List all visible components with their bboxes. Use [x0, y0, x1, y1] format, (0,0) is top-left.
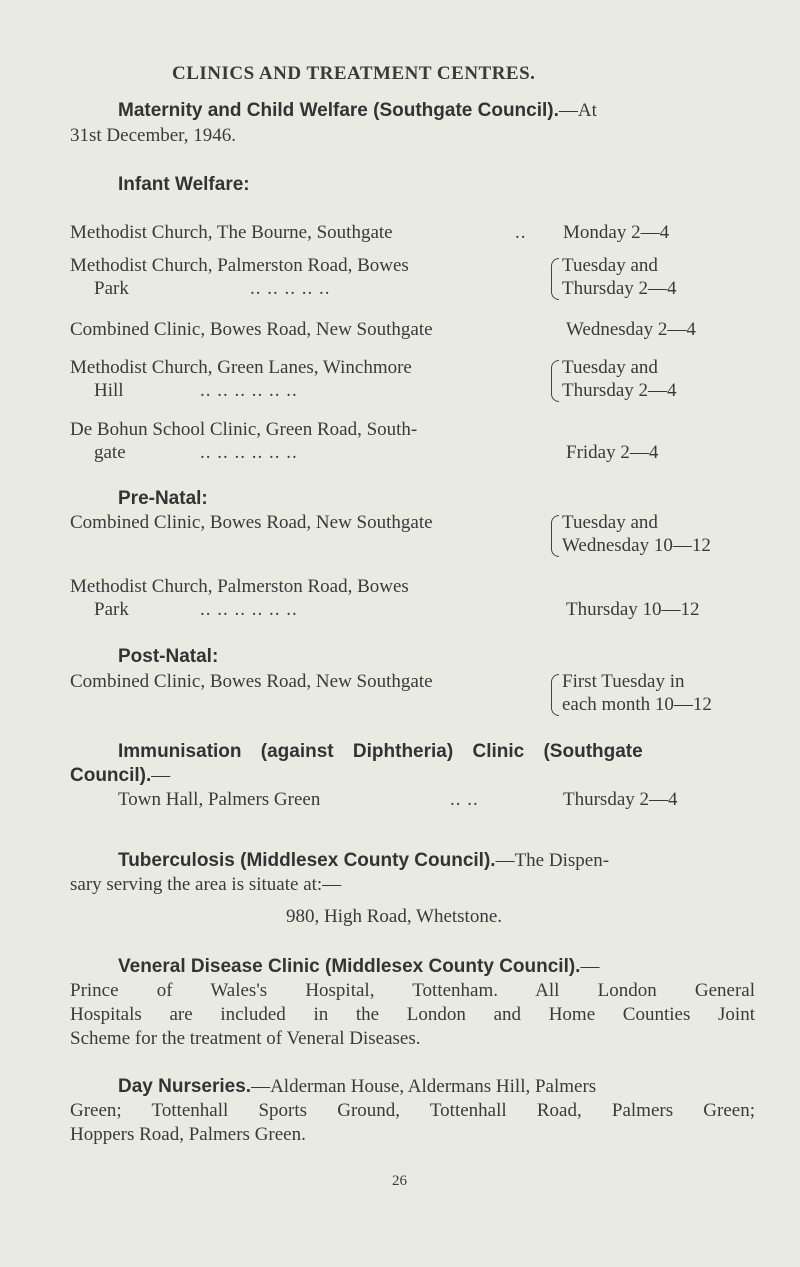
- infant-entry-2-place-cont: Park: [94, 278, 129, 299]
- pre-natal-entry-2-dots: .. .. .. .. .. ..: [200, 599, 298, 620]
- tuberculosis-address: 980, High Road, Whetstone.: [286, 906, 503, 927]
- infant-entry-5-dots: .. .. .. .. .. ..: [200, 442, 298, 463]
- infant-entry-4-place-cont: Hill: [94, 380, 124, 401]
- day-nurseries-text: —Alderman House, Aldermans Hill, Palmers: [251, 1076, 597, 1097]
- infant-entry-5-place: De Bohun School Clinic, Green Road, South-: [70, 419, 418, 440]
- maternity-date: 31st December, 1946.: [70, 125, 236, 146]
- tuberculosis-text: —The Dispen-: [495, 850, 610, 871]
- maternity-heading: Maternity and Child Welfare (Southgate Council).: [118, 100, 559, 121]
- immunisation-heading: Immunisation (against Diphtheria) Clinic (Southgate: [118, 741, 643, 762]
- infant-entry-3-place: Combined Clinic, Bowes Road, New Southgate: [70, 319, 433, 340]
- immunisation-dots: .. ..: [450, 789, 479, 810]
- infant-entry-2-time: Tuesday and: [562, 255, 658, 276]
- pre-natal-entry-2-place: Methodist Church, Palmerston Road, Bowes: [70, 576, 409, 597]
- venereal-heading: Veneral Disease Clinic (Middlesex County Council).: [118, 956, 581, 977]
- immunisation-heading-tail: —: [151, 765, 171, 786]
- day-nurseries-line1: [118, 1076, 596, 1098]
- infant-entry-4-time-cont: Thursday 2—4: [562, 380, 677, 401]
- venereal-text-line: Scheme for the treatment of Veneral Diseases.: [70, 1028, 421, 1049]
- post-natal-entry-1-time-cont: each month 10—12: [562, 694, 712, 715]
- infant-entry-5-place-cont: gate: [94, 442, 126, 463]
- venereal-text-line: Prince of Wales's Hospital, Tottenham. All London General: [70, 980, 755, 1001]
- brace: [551, 674, 559, 716]
- page-title: CLINICS AND TREATMENT CENTRES.: [172, 63, 536, 84]
- pre-natal-heading: Pre-Natal:: [118, 488, 208, 509]
- immunisation-time: Thursday 2—4: [563, 789, 678, 810]
- pre-natal-entry-1-time-cont: Wednesday 10—12: [562, 535, 711, 556]
- infant-entry-4-dots: .. .. .. .. .. ..: [200, 380, 298, 401]
- immunisation-heading-line2: [70, 765, 170, 787]
- pre-natal-entry-2-time: Thursday 10—12: [566, 599, 700, 620]
- day-nurseries-text-line: Green; Tottenhall Sports Ground, Tottenhall Road, Palmers Green;: [70, 1100, 755, 1121]
- infant-entry-1-place: Methodist Church, The Bourne, Southgate: [70, 222, 393, 243]
- infant-entry-1-dots: ..: [515, 222, 527, 243]
- infant-entry-2-place: Methodist Church, Palmerston Road, Bowes: [70, 255, 409, 276]
- post-natal-heading: Post-Natal:: [118, 646, 219, 667]
- infant-entry-1-time: Monday 2—4: [563, 222, 670, 243]
- infant-entry-2-time-cont: Thursday 2—4: [562, 278, 677, 299]
- pre-natal-entry-2-place-cont: Park: [94, 599, 129, 620]
- brace: [551, 360, 559, 402]
- tuberculosis-heading: Tuberculosis (Middlesex County Council).: [118, 850, 496, 871]
- maternity-heading-tail: —At: [558, 100, 597, 121]
- infant-entry-2-dots: .. .. .. .. ..: [250, 278, 331, 299]
- venereal-line1: [118, 956, 599, 978]
- post-natal-entry-1-time: First Tuesday in: [562, 671, 685, 692]
- infant-entry-4-place: Methodist Church, Green Lanes, Winchmore: [70, 357, 412, 378]
- maternity-heading-line: [118, 100, 597, 122]
- infant-entry-4-time: Tuesday and: [562, 357, 658, 378]
- immunisation-place: Town Hall, Palmers Green: [118, 789, 321, 810]
- venereal-heading-tail: —: [580, 956, 600, 977]
- day-nurseries-heading: Day Nurseries.: [118, 1076, 252, 1097]
- tuberculosis-text-cont: sary serving the area is situate at:—: [70, 874, 342, 895]
- pre-natal-entry-1-place: Combined Clinic, Bowes Road, New Southgate: [70, 512, 433, 533]
- venereal-text-line: Hospitals are included in the London and Home Counties Joint: [70, 1004, 755, 1025]
- infant-entry-5-time: Friday 2—4: [566, 442, 659, 463]
- infant-entry-3-time: Wednesday 2—4: [566, 319, 696, 340]
- infant-welfare-heading: Infant Welfare:: [118, 174, 250, 195]
- brace: [551, 515, 559, 557]
- pre-natal-entry-1-time: Tuesday and: [562, 512, 658, 533]
- brace: [551, 258, 559, 300]
- post-natal-entry-1-place: Combined Clinic, Bowes Road, New Southgate: [70, 671, 433, 692]
- page-number: 26: [392, 1173, 407, 1189]
- day-nurseries-text-line: Hoppers Road, Palmers Green.: [70, 1124, 306, 1145]
- tuberculosis-line1: [118, 850, 609, 872]
- immunisation-heading-cont: Council).: [70, 765, 152, 786]
